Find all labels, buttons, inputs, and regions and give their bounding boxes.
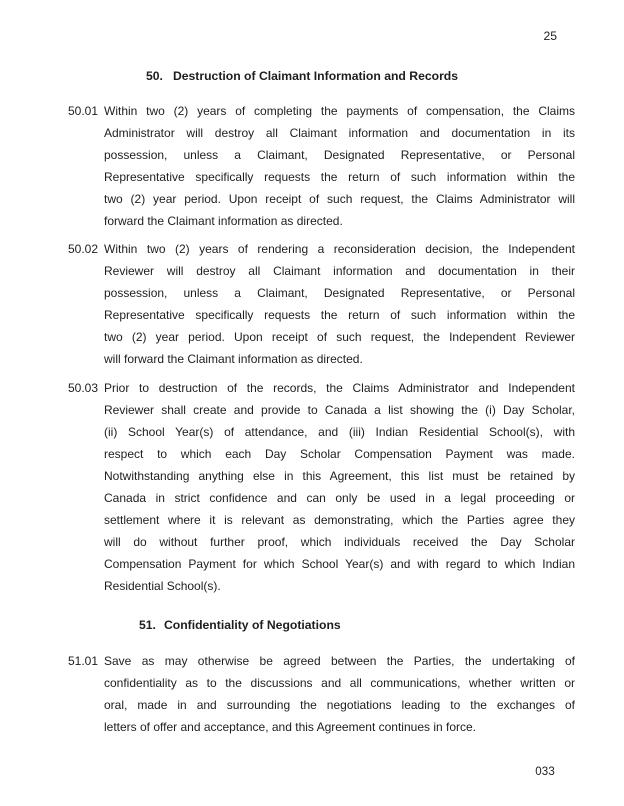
paragraph-line: Reviewer will destroy all Claimant information and documentation in their [104, 264, 575, 278]
page-number: 25 [543, 29, 557, 43]
section-heading-51 [139, 614, 341, 636]
paragraph-line: forward the Claimant information as directed. [104, 214, 343, 228]
paragraph-line: Within two (2) years of completing the payments of compensation, the Claims [104, 104, 575, 118]
heading-number: 51. [139, 618, 156, 632]
paragraph-line: Canada in strict confidence and can only be used in a legal proceeding or [104, 491, 575, 505]
paragraph-50-01 [68, 100, 575, 232]
paragraph-50-03 [68, 377, 575, 597]
paragraph-number: 50.03 [68, 381, 99, 395]
heading-number: 50. [146, 69, 163, 83]
paragraph-body [104, 100, 575, 232]
heading-title: Confidentiality of Negotiations [163, 618, 341, 632]
paragraph-line: two (2) year period. Upon receipt of such request, the Claims Administrator will [104, 192, 575, 206]
paragraph-line: Prior to destruction of the records, the Claims Administrator and Independent [104, 381, 575, 395]
paragraph-line: Within two (2) years of rendering a reconsideration decision, the Independent [104, 242, 575, 256]
paragraph-line: possession, unless a Claimant, Designated Representative, or Personal [104, 286, 575, 300]
paragraph-line: respect to which each Day Scholar Compensation Payment was made. [104, 447, 575, 461]
paragraph-line: Compensation Payment for which School Year(s) and with regard to which Indian [104, 557, 575, 571]
stamp-number: 033 [535, 766, 555, 778]
paragraph-line: will forward the Claimant information as directed. [104, 352, 363, 366]
paragraph-line: oral, made in and surrounding the negotiations leading to the exchanges of [104, 698, 575, 712]
paragraph-line: Representative specifically requests the return of such information within the [104, 170, 575, 184]
paragraph-line: two (2) year period. Upon receipt of such request, the Independent Reviewer [104, 330, 575, 344]
section-heading-50 [146, 65, 458, 87]
paragraph-line: Administrator will destroy all Claimant information and documentation in its [104, 126, 575, 140]
paragraph-line: Residential School(s). [104, 579, 221, 593]
paragraph-line: Notwithstanding anything else in this Agreement, this list must be retained by [104, 469, 575, 483]
paragraph-number: 50.02 [68, 242, 99, 256]
paragraph-body [104, 650, 575, 738]
paragraph-line: Representative specifically requests the return of such information within the [104, 308, 575, 322]
paragraph-51-01 [68, 650, 575, 738]
paragraph-body [104, 377, 575, 597]
paragraph-line: will do without further proof, which individuals received the Day Scholar [104, 535, 575, 549]
paragraph-body [104, 238, 575, 370]
paragraph-line: (ii) School Year(s) of attendance, and (iii) Indian Residential School(s), with [104, 425, 575, 439]
paragraph-line: possession, unless a Claimant, Designated Representative, or Personal [104, 148, 575, 162]
paragraph-50-02 [68, 238, 575, 370]
paragraph-line: letters of offer and acceptance, and this Agreement continues in force. [104, 720, 477, 734]
paragraph-number: 51.01 [68, 654, 99, 668]
paragraph-line: confidentiality as to the discussions and all communications, whether written or [104, 676, 575, 690]
heading-title: Destruction of Claimant Information and Records [172, 69, 459, 83]
paragraph-line: settlement where it is relevant as demonstrating, which the Parties agree they [104, 513, 575, 527]
paragraph-number: 50.01 [68, 104, 99, 118]
paragraph-line: Save as may otherwise be agreed between the Parties, the undertaking of [104, 654, 575, 668]
paragraph-line: Reviewer shall create and provide to Canada a list showing the (i) Day Scholar, [104, 403, 575, 417]
